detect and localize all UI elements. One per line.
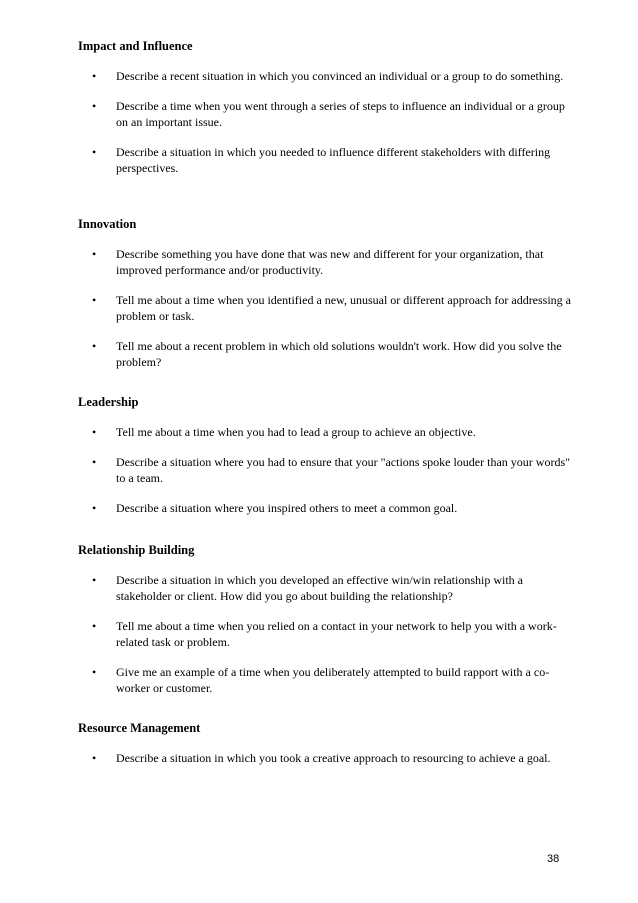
bullet-icon: • bbox=[92, 69, 97, 83]
page-number: 38 bbox=[547, 853, 560, 865]
question-text: Tell me about a time when you relied on a contact in your network to help you with a work-related task or problem. bbox=[116, 619, 557, 649]
question-text: Describe a situation in which you took a creative approach to resourcing to achieve a goal. bbox=[116, 751, 551, 765]
bullet-icon: • bbox=[92, 619, 97, 633]
list-item bbox=[78, 98, 578, 130]
list-item bbox=[78, 454, 578, 486]
bullet-icon: • bbox=[92, 665, 97, 679]
section-impact-and-influence bbox=[78, 38, 578, 176]
question-text: Tell me about a recent problem in which old solutions wouldn't work. How did you solve the problem? bbox=[116, 339, 562, 369]
bullet-icon: • bbox=[92, 425, 97, 439]
question-list bbox=[78, 750, 578, 766]
list-item bbox=[78, 664, 578, 696]
bullet-icon: • bbox=[92, 145, 97, 159]
list-item bbox=[78, 750, 578, 766]
list-item bbox=[78, 424, 578, 440]
list-item bbox=[78, 618, 578, 650]
question-text: Describe a situation where you inspired others to meet a common goal. bbox=[116, 501, 458, 515]
section-heading: Resource Management bbox=[78, 721, 201, 735]
question-text: Describe a situation in which you developed an effective win/win relationship with a stakeholder or client. How did you go about building the relationship? bbox=[116, 573, 523, 603]
question-text: Describe something you have done that was new and different for your organization, that improved performance and/or productivity. bbox=[116, 247, 544, 277]
bullet-icon: • bbox=[92, 455, 97, 469]
section-relationship-building bbox=[78, 542, 578, 696]
list-item bbox=[78, 292, 578, 324]
section-leadership bbox=[78, 394, 578, 516]
bullet-icon: • bbox=[92, 293, 97, 307]
section-heading: Leadership bbox=[78, 395, 139, 409]
question-list bbox=[78, 424, 578, 516]
question-text: Tell me about a time when you identified a new, unusual or different approach for addressing a problem or task. bbox=[116, 293, 572, 323]
list-item bbox=[78, 246, 578, 278]
section-resource-management bbox=[78, 720, 578, 766]
question-text: Tell me about a time when you had to lead a group to achieve an objective. bbox=[116, 425, 476, 439]
bullet-icon: • bbox=[92, 99, 97, 113]
section-heading: Innovation bbox=[78, 217, 137, 231]
bullet-icon: • bbox=[92, 751, 97, 765]
question-text: Give me an example of a time when you deliberately attempted to build rapport with a co-worker or customer. bbox=[116, 665, 550, 695]
list-item bbox=[78, 500, 578, 516]
bullet-icon: • bbox=[92, 247, 97, 261]
question-text: Describe a recent situation in which you convinced an individual or a group to do something. bbox=[116, 69, 564, 83]
section-innovation bbox=[78, 216, 578, 370]
list-item bbox=[78, 144, 578, 176]
list-item bbox=[78, 572, 578, 604]
question-list bbox=[78, 246, 578, 370]
list-item bbox=[78, 338, 578, 370]
section-heading: Impact and Influence bbox=[78, 39, 193, 53]
question-list bbox=[78, 572, 578, 696]
question-text: Describe a time when you went through a series of steps to influence an individual or a group on an important issue. bbox=[116, 99, 565, 129]
list-item bbox=[78, 68, 578, 84]
section-heading: Relationship Building bbox=[78, 543, 195, 557]
bullet-icon: • bbox=[92, 339, 97, 353]
question-list bbox=[78, 68, 578, 176]
bullet-icon: • bbox=[92, 501, 97, 515]
bullet-icon: • bbox=[92, 573, 97, 587]
question-text: Describe a situation in which you needed to influence different stakeholders with differing perspectives. bbox=[116, 145, 551, 175]
question-text: Describe a situation where you had to ensure that your "actions spoke louder than your words" to a team. bbox=[116, 455, 571, 485]
